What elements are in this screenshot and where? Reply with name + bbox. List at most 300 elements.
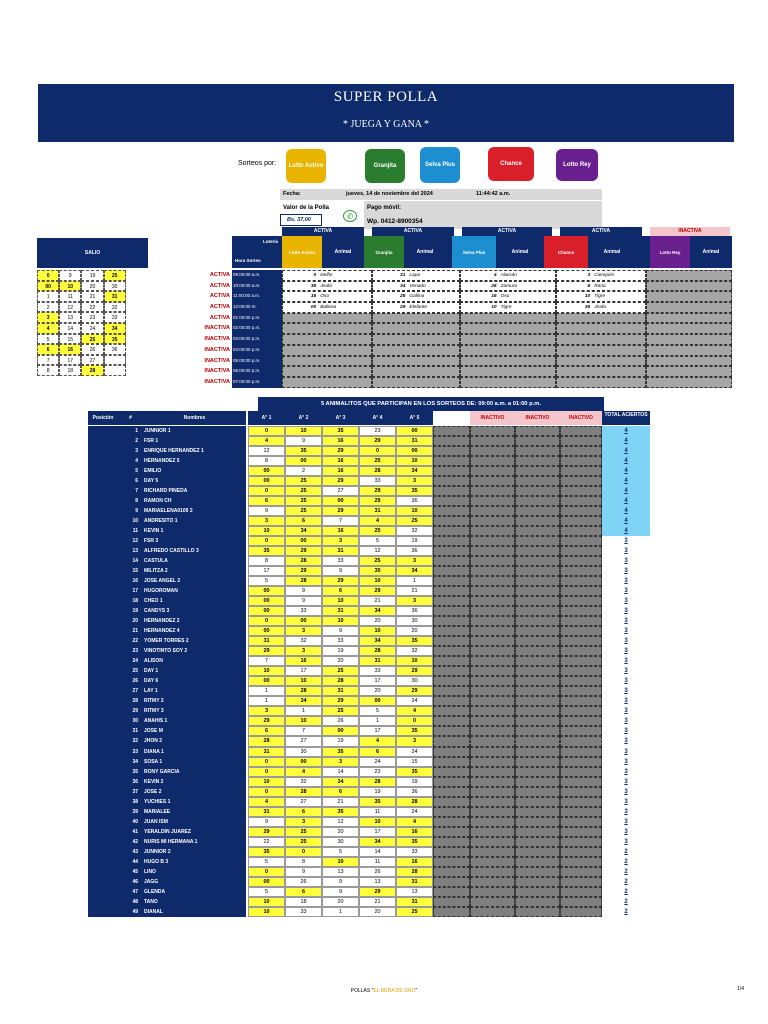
pick-cell: 33 — [359, 476, 396, 486]
schedule-time: 01:00:00 p.m. — [232, 313, 282, 324]
total-aciertos-cell: 3 — [624, 718, 628, 725]
total-aciertos-cell: 4 — [602, 486, 650, 496]
position-cell: 16 — [88, 576, 143, 586]
inactive-cell — [433, 506, 470, 516]
salio-row — [37, 302, 148, 313]
schedule-result — [282, 281, 372, 292]
pick-cell: 5 — [248, 576, 285, 586]
salio-cell: 00 — [37, 281, 59, 292]
total-aciertos-cell: 3 — [624, 708, 628, 715]
name-cell: ANDRESITO 1 — [143, 516, 246, 526]
inactive-cell — [470, 516, 515, 526]
schedule-result — [556, 270, 646, 281]
pick-cell: 16 — [322, 436, 359, 446]
result-animal: Oso — [320, 294, 329, 300]
pick-cell: 5 — [248, 857, 285, 867]
pick-cell: 27 — [285, 736, 322, 746]
inactive-cell — [515, 496, 560, 506]
inactive-cell — [433, 636, 470, 646]
header-total: TOTAL ACIERTOS — [602, 411, 650, 425]
inactive-cell — [560, 476, 602, 486]
total-aciertos-cell: 3 — [624, 768, 628, 775]
pick-cell: 00 — [248, 586, 285, 596]
inactive-cell — [515, 596, 560, 606]
total-aciertos-cell: 3 — [624, 778, 628, 785]
salio-row — [37, 355, 148, 366]
position-cell: 46 — [88, 877, 143, 887]
date-bar — [280, 189, 602, 200]
pick-cell: 27 — [322, 486, 359, 496]
inactive-cell — [560, 857, 602, 867]
pick-cell: 5 — [359, 706, 396, 716]
table-row — [88, 676, 650, 686]
salio-header: SALIO — [37, 238, 148, 268]
animal-header-1: Animal — [334, 249, 352, 255]
position-cell: 27 — [88, 686, 143, 696]
total-aciertos-cell: 3 — [624, 688, 628, 695]
name-cell: JOSE ANGEL 2 — [143, 576, 246, 586]
inactive-cell — [515, 446, 560, 456]
pick-cell: 1 — [396, 576, 433, 586]
result-animal: Lapa — [409, 273, 421, 278]
total-aciertos-cell: 3 — [624, 798, 628, 805]
inactive-cell — [515, 807, 560, 817]
inactive-cell — [560, 536, 602, 546]
pick-cell: 3 — [248, 516, 285, 526]
name-cell: CHEO 1 — [143, 596, 246, 606]
inactive-cell — [560, 496, 602, 506]
schedule-status: ACTIVA — [209, 314, 230, 321]
pick-cell: 29 — [248, 716, 285, 726]
pick-cell: 1 — [359, 716, 396, 726]
position-cell: 10 — [88, 516, 143, 526]
footer-prefix: POLLAS " — [350, 988, 374, 994]
chance-logo — [488, 147, 534, 181]
inactive-cell — [470, 787, 515, 797]
pick-cell: 7 — [285, 726, 322, 736]
salio-row — [37, 270, 148, 281]
name-cell: CASTULA — [143, 556, 246, 566]
inactive-cell — [560, 887, 602, 897]
pick-cell: 33 — [396, 847, 433, 857]
pick-cell: 26 — [359, 867, 396, 877]
position-cell: 45 — [88, 867, 143, 877]
selva-plus-header-logo — [452, 236, 496, 268]
inactive-cell — [433, 837, 470, 847]
position-cell: 25 — [88, 666, 143, 676]
pick-cell: 10 — [248, 907, 285, 917]
pick-cell: 28 — [285, 576, 322, 586]
pick-cell: 20 — [396, 626, 433, 636]
pick-cell: 21 — [359, 596, 396, 606]
result-number: 16 — [310, 294, 317, 300]
total-aciertos-cell: 3 — [624, 728, 628, 735]
payment-phone: Wp. 0412-8900354 — [367, 218, 423, 225]
pick-cell: 33 — [285, 606, 322, 616]
pick-cell: 35 — [359, 797, 396, 807]
position-cell: 32 — [88, 736, 143, 746]
schedule-time: 11:00:00 a.m. — [232, 291, 282, 302]
table-row — [88, 636, 650, 646]
pick-cell: 27 — [285, 797, 322, 807]
inactive-cell — [470, 797, 515, 807]
inactive-cell — [560, 847, 602, 857]
pick-cell: 35 — [322, 807, 359, 817]
inactive-cell — [433, 496, 470, 506]
inactive-cell — [433, 626, 470, 636]
pick-cell: 8 — [285, 857, 322, 867]
inactive-cell — [433, 426, 470, 436]
schedule-result — [460, 334, 556, 345]
pick-cell: 6 — [285, 516, 322, 526]
total-aciertos-cell: 2 — [624, 888, 628, 895]
inactive-cell — [560, 676, 602, 686]
pick-cell: 0 — [248, 616, 285, 626]
total-aciertos-cell: 4 — [602, 526, 650, 536]
name-cell: DAY 6 — [143, 676, 246, 686]
schedule-row — [190, 356, 732, 367]
inactive-cell — [560, 777, 602, 787]
pick-cell: 4 — [285, 767, 322, 777]
total-aciertos-cell: 3 — [624, 788, 628, 795]
pick-cell: 4 — [396, 817, 433, 827]
schedule-time: 02:00:00 p.m. — [232, 323, 282, 334]
inactive-cell — [515, 646, 560, 656]
pick-cell: 6 — [248, 726, 285, 736]
footer-suffix: " — [415, 988, 418, 994]
salio-cell: 16 — [59, 344, 81, 355]
inactive-cell — [560, 636, 602, 646]
pick-cell: 1 — [322, 907, 359, 917]
pick-cell: 3 — [285, 626, 322, 636]
inactive-cell — [515, 636, 560, 646]
chance-logo-text: Chance — [500, 161, 522, 167]
name-cell: HERNANDEZ 5 — [143, 456, 246, 466]
selva-plus-logo — [420, 147, 460, 183]
pick-cell: 3 — [396, 736, 433, 746]
name-cell: KEVIN 1 — [143, 526, 246, 536]
header-a3: A° 3 — [322, 411, 359, 425]
pick-cell: 10 — [322, 596, 359, 606]
pick-cell: 35 — [285, 446, 322, 456]
pick-cell: 25 — [285, 476, 322, 486]
pick-cell: 31 — [248, 636, 285, 646]
inactive-cell — [470, 566, 515, 576]
salio-cell: 8 — [37, 365, 59, 376]
pick-cell: 29 — [322, 696, 359, 706]
schedule-result — [460, 323, 556, 334]
inactive-cell — [560, 576, 602, 586]
salio-cell: 15 — [59, 334, 81, 345]
pick-cell: 16 — [396, 827, 433, 837]
pick-cell: 00 — [322, 726, 359, 736]
total-aciertos-cell: 3 — [624, 738, 628, 745]
name-cell: MARIAELENA0109 2 — [143, 506, 246, 516]
inactive-cell — [470, 757, 515, 767]
pick-cell: 36 — [396, 606, 433, 616]
result-number: 35 — [310, 283, 317, 289]
total-aciertos-cell: 4 — [602, 466, 650, 476]
schedule-result — [556, 334, 646, 345]
inactive-cell — [470, 686, 515, 696]
pick-cell: 34 — [285, 526, 322, 536]
pick-cell: 6 — [359, 747, 396, 757]
total-aciertos-cell: 4 — [602, 476, 650, 486]
inactive-cell — [433, 747, 470, 757]
total-aciertos-cell: 3 — [624, 808, 628, 815]
inactive-cell — [470, 817, 515, 827]
result-number: 34 — [400, 283, 406, 289]
inactive-cell — [515, 436, 560, 446]
inactive-cell — [515, 586, 560, 596]
schedule-row — [190, 270, 732, 281]
inactive-cell — [470, 857, 515, 867]
pick-cell: 26 — [322, 716, 359, 726]
pick-cell: 31 — [322, 546, 359, 556]
table-row — [88, 446, 650, 456]
inactive-cell — [560, 516, 602, 526]
pick-cell: 31 — [248, 747, 285, 757]
pick-cell: 29 — [396, 686, 433, 696]
result-number: 31 — [400, 273, 406, 278]
table-row — [88, 757, 650, 767]
name-cell: KEVIN 2 — [143, 777, 246, 787]
loteria-label: Lotería — [262, 239, 278, 244]
position-cell: 24 — [88, 656, 143, 666]
inactive-cell — [470, 436, 515, 446]
granjita-logo-text: Granjita — [373, 163, 397, 169]
inactive-cell — [470, 767, 515, 777]
schedule-result — [372, 291, 460, 302]
pick-cell: 0 — [248, 787, 285, 797]
pick-cell: 36 — [396, 496, 433, 506]
pick-cell: 30 — [322, 837, 359, 847]
inactive-cell — [470, 736, 515, 746]
schedule-result — [646, 291, 732, 302]
pick-cell: 0 — [248, 426, 285, 436]
table-row — [88, 426, 650, 436]
pick-cell: 3 — [322, 757, 359, 767]
salio-cell: 12 — [59, 302, 81, 313]
pick-cell: 00 — [248, 596, 285, 606]
result-animal: Zamuro — [500, 283, 518, 289]
name-cell: YERALDIN JUAREZ — [143, 827, 246, 837]
pick-cell: 29 — [359, 586, 396, 596]
inactive-cell — [560, 757, 602, 767]
inactive-cell — [470, 726, 515, 736]
pick-cell: 10 — [359, 576, 396, 586]
inactive-cell — [515, 897, 560, 907]
name-cell: JUNNIOR 2 — [143, 847, 246, 857]
position-cell: 49 — [88, 907, 143, 917]
inactive-cell — [560, 837, 602, 847]
pick-cell: 23 — [359, 426, 396, 436]
pick-cell: 3 — [396, 596, 433, 606]
inactive-cell — [470, 526, 515, 536]
header-a1: A° 1 — [248, 411, 285, 425]
total-aciertos-cell: 3 — [624, 698, 628, 705]
pick-cell: 10 — [396, 456, 433, 466]
position-cell: 41 — [88, 827, 143, 837]
inactive-cell — [560, 747, 602, 757]
pick-cell: 34 — [359, 636, 396, 646]
participants-table — [88, 426, 650, 917]
inactive-cell — [560, 827, 602, 837]
total-aciertos-cell: 2 — [624, 858, 628, 865]
pick-cell: 10 — [248, 526, 285, 536]
pick-cell: 29 — [359, 486, 396, 496]
position-cell: 21 — [88, 626, 143, 636]
selva-plus-logo-text: Selva Plus — [424, 162, 456, 168]
pick-cell: 00 — [248, 626, 285, 636]
pick-cell: 25 — [285, 506, 322, 516]
inactive-cell — [470, 887, 515, 897]
result-animal: Delfin — [320, 273, 333, 278]
table-row — [88, 656, 650, 666]
schedule-status: ACTIVA — [209, 272, 230, 278]
position-cell: 20 — [88, 616, 143, 626]
name-cell: FSR 1 — [143, 436, 246, 446]
pick-cell: 9 — [285, 867, 322, 877]
pick-cell: 35 — [322, 426, 359, 436]
pick-cell: 30 — [285, 747, 322, 757]
table-row — [88, 606, 650, 616]
schedule-row — [190, 313, 732, 324]
inactive-cell — [515, 726, 560, 736]
pick-cell: 00 — [285, 616, 322, 626]
position-cell: 38 — [88, 797, 143, 807]
salio-cell: 22 — [81, 302, 103, 313]
schedule-result — [282, 313, 372, 324]
inactive-cell — [470, 616, 515, 626]
schedule-result — [282, 345, 372, 356]
status-5: INACTIVA — [650, 227, 730, 236]
salio-cell: 31 — [104, 291, 126, 302]
result-animal: Tigre — [500, 305, 512, 311]
total-aciertos-cell: 3 — [624, 838, 628, 845]
name-cell: LINO — [143, 867, 246, 877]
pick-cell: 1 — [248, 696, 285, 706]
position-cell: 44 — [88, 857, 143, 867]
inactive-cell — [433, 606, 470, 616]
table-row — [88, 686, 650, 696]
pick-cell: 33 — [322, 556, 359, 566]
pick-cell: 4 — [359, 736, 396, 746]
name-cell: YOMER TORRES 2 — [143, 636, 246, 646]
name-cell: DAY 5 — [143, 476, 246, 486]
schedule-status: ACTIVA — [209, 293, 230, 300]
table-row — [88, 797, 650, 807]
pick-cell: 30 — [396, 616, 433, 626]
inactive-cell — [470, 476, 515, 486]
position-cell: 35 — [88, 767, 143, 777]
pick-cell: 32 — [285, 636, 322, 646]
pick-cell: 11 — [359, 807, 396, 817]
schedule-result — [646, 281, 732, 292]
inactive-cell — [560, 767, 602, 777]
animal-header-4: Animal — [603, 249, 621, 255]
pick-cell: 9 — [322, 566, 359, 576]
pick-cell: 6 — [248, 496, 285, 506]
inactive-cell — [560, 596, 602, 606]
pick-cell: 21 — [322, 797, 359, 807]
result-animal: Alacrán — [500, 273, 517, 278]
total-aciertos-cell: 3 — [624, 668, 628, 675]
salio-cell: 24 — [81, 323, 103, 334]
table-row — [88, 907, 650, 917]
inactive-cell — [470, 827, 515, 837]
schedule-time: 09:00:00 a.m. — [232, 270, 282, 281]
inactive-cell — [515, 767, 560, 777]
pick-cell: 36 — [396, 546, 433, 556]
name-cell: ANAHIS 1 — [143, 716, 246, 726]
inactive-cell — [433, 466, 470, 476]
table-row — [88, 877, 650, 887]
pick-cell: 00 — [396, 446, 433, 456]
result-animal: Jirafa — [594, 305, 606, 311]
salio-row — [37, 365, 148, 376]
pick-cell: 33 — [285, 907, 322, 917]
schedule-result — [372, 345, 460, 356]
lotto-activo-logo — [286, 149, 326, 183]
schedule-result — [282, 270, 372, 281]
pick-cell: 7 — [322, 516, 359, 526]
inactive-cell — [515, 546, 560, 556]
salio-grid — [37, 270, 148, 376]
schedule-result — [646, 356, 732, 367]
schedule-result — [646, 345, 732, 356]
inactive-cell — [515, 817, 560, 827]
inactive-cell — [560, 817, 602, 827]
salio-cell: 32 — [104, 302, 126, 313]
pick-cell: 31 — [248, 807, 285, 817]
pick-cell: 28 — [396, 797, 433, 807]
header-a2: A° 2 — [285, 411, 322, 425]
schedule-result — [460, 313, 556, 324]
inactive-cell — [515, 626, 560, 636]
page-title: SUPER POLLA — [333, 89, 439, 105]
schedule-result — [372, 313, 460, 324]
total-aciertos-cell: 3 — [624, 818, 628, 825]
table-row — [88, 556, 650, 566]
schedule-status: ACTIVA — [209, 304, 230, 311]
salio-row — [37, 312, 148, 323]
pick-cell: 28 — [396, 867, 433, 877]
name-cell: HERNANDEZ 2 — [143, 616, 246, 626]
position-cell: 22 — [88, 636, 143, 646]
schedule-result — [556, 281, 646, 292]
table-row — [88, 747, 650, 757]
pick-cell: 13 — [322, 867, 359, 877]
schedule-result — [556, 302, 646, 313]
inactive-cell — [433, 596, 470, 606]
schedule-result — [372, 270, 460, 281]
table-row — [88, 807, 650, 817]
pick-cell: 34 — [396, 466, 433, 476]
status-4: ACTIVA — [560, 227, 642, 236]
result-animal: Oso — [500, 294, 510, 300]
inactive-cell — [515, 696, 560, 706]
result-number: 4 — [493, 273, 497, 278]
inactive-cell — [515, 686, 560, 696]
pick-cell: 9 — [248, 817, 285, 827]
pick-cell: 22 — [248, 837, 285, 847]
result-number: 10 — [584, 294, 591, 300]
salio-cell — [104, 365, 126, 376]
pick-cell: 25 — [285, 486, 322, 496]
schedule-result — [282, 366, 372, 377]
name-cell: CANDYS 3 — [143, 606, 246, 616]
